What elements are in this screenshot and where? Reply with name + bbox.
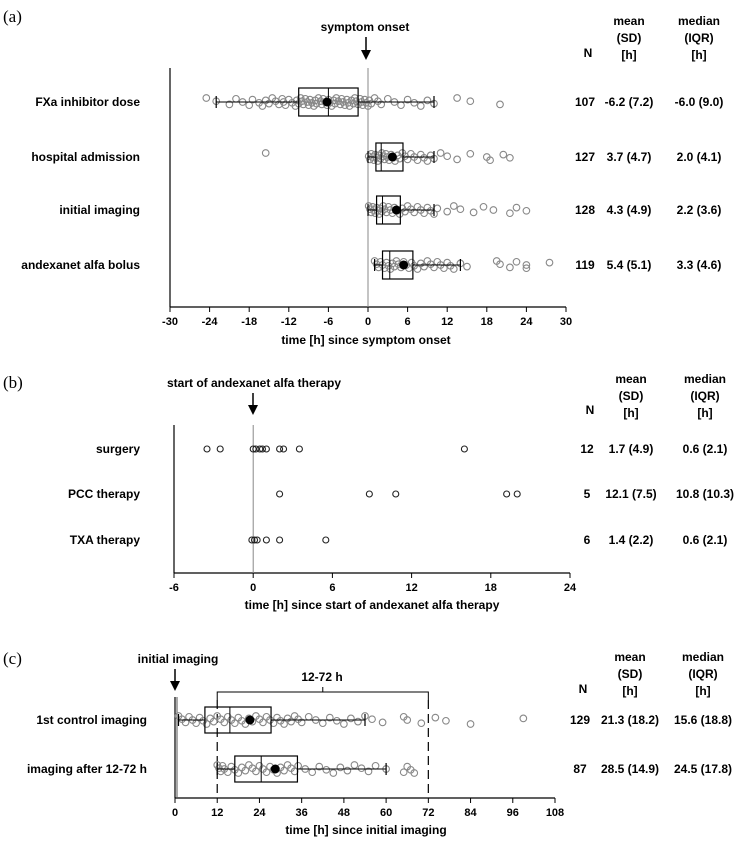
data-point — [411, 100, 418, 107]
panel-c-arrow — [170, 669, 180, 691]
panel-c-header-mean-1: mean — [614, 650, 646, 664]
data-point — [497, 101, 504, 108]
data-point — [351, 762, 358, 769]
row-n-value: 119 — [575, 258, 595, 272]
data-point — [504, 491, 510, 497]
data-point — [500, 151, 507, 158]
panel-b-header-mean-2: (SD) — [618, 389, 644, 403]
panel-b-header-median-2: (IQR) — [690, 389, 720, 403]
data-point — [451, 203, 458, 210]
data-point — [277, 491, 283, 497]
row-n-value: 87 — [573, 762, 587, 776]
row-mean-value: 1.4 (2.2) — [608, 533, 654, 547]
x-tick-label: -24 — [201, 316, 218, 328]
mean-marker — [271, 765, 280, 774]
row-median-value: 2.0 (4.1) — [676, 150, 722, 164]
data-point — [204, 446, 210, 452]
row-label: imaging after 12-72 h — [26, 762, 147, 776]
row-label: PCC therapy — [67, 487, 140, 501]
x-tick-label: 6 — [329, 582, 336, 594]
panel-b-annotation: start of andexanet alfa therapy — [166, 376, 342, 390]
data-point — [323, 537, 329, 543]
data-point — [461, 446, 467, 452]
x-tick-label: 0 — [171, 807, 179, 819]
data-point — [385, 96, 392, 103]
row-median-value: 15.6 (18.8) — [673, 713, 733, 727]
data-point — [457, 206, 464, 213]
data-point — [263, 446, 269, 452]
panel-b-xlabel: time [h] since start of andexanet alfa therapy — [244, 598, 500, 612]
row-median-value: 10.8 (10.3) — [675, 487, 735, 501]
x-tick-label: 84 — [464, 807, 477, 819]
row-median-value: -6.0 (9.0) — [674, 95, 724, 109]
panel-a-plot — [21, 68, 723, 328]
panel-a-label: (a) — [3, 7, 22, 26]
x-tick-label: 60 — [379, 807, 393, 819]
data-point — [344, 767, 351, 774]
panel-b-header-mean-3: [h] — [623, 406, 639, 420]
row-n-value: 129 — [569, 713, 591, 727]
panel-c-header-median-1: median — [681, 650, 725, 664]
panel-c-annotation: initial imaging — [137, 652, 219, 666]
x-tick-label: 24 — [563, 582, 577, 594]
panel-b-label: (b) — [3, 373, 23, 392]
x-tick-label: 96 — [506, 807, 519, 819]
panel-b — [3, 372, 734, 612]
data-point — [444, 208, 451, 215]
panel-a-header-mean-2: (SD) — [616, 31, 642, 45]
data-point — [348, 715, 355, 722]
panel-a-arrow — [361, 37, 371, 60]
data-point — [319, 720, 326, 727]
data-point — [454, 95, 461, 102]
row-mean-value: -6.2 (7.2) — [604, 95, 654, 109]
data-point — [437, 150, 444, 157]
mean-marker — [388, 153, 397, 162]
row-label: andexanet alfa bolus — [21, 258, 140, 272]
row-mean-value: 3.7 (4.7) — [606, 150, 652, 164]
x-tick-label: 12 — [441, 316, 454, 328]
x-tick-label: 36 — [295, 807, 308, 819]
data-point — [434, 205, 441, 212]
data-point — [520, 715, 527, 722]
data-point — [418, 720, 425, 727]
data-point — [398, 102, 405, 109]
data-point — [277, 537, 283, 543]
data-point — [372, 763, 379, 770]
row-mean-value: 5.4 (5.1) — [606, 258, 652, 272]
data-point — [334, 718, 341, 725]
row-n-value: 6 — [583, 533, 591, 547]
panel-b-header-median-1: median — [683, 372, 727, 386]
data-point — [480, 204, 487, 211]
row-label: surgery — [95, 442, 140, 456]
data-point — [424, 97, 431, 104]
data-point — [262, 150, 269, 157]
data-point — [470, 209, 477, 216]
panel-a-header-n: N — [583, 46, 593, 60]
mean-marker — [323, 98, 332, 107]
row-median-value: 24.5 (17.8) — [673, 762, 733, 776]
row-median-value: 0.6 (2.1) — [682, 533, 728, 547]
window-bracket — [217, 687, 428, 700]
row-median-value: 3.3 (4.6) — [676, 258, 722, 272]
panel-a-header-mean-3: [h] — [621, 48, 637, 62]
x-tick-label: 0 — [250, 582, 257, 594]
x-tick-label: 24 — [253, 807, 266, 819]
x-tick-label: 18 — [480, 316, 493, 328]
data-point — [217, 446, 223, 452]
mean-marker — [392, 206, 401, 215]
data-point — [263, 537, 269, 543]
x-tick-label: 30 — [559, 316, 573, 328]
data-point — [330, 770, 337, 777]
panel-c-xlabel: time [h] since initial imaging — [285, 823, 447, 837]
data-point — [444, 153, 451, 160]
data-point — [418, 103, 425, 110]
data-point — [366, 491, 372, 497]
data-point — [443, 718, 450, 725]
row-label: 1st control imaging — [36, 713, 147, 727]
panel-b-arrow — [248, 393, 258, 415]
data-point — [513, 204, 520, 211]
row-mean-value: 4.3 (4.9) — [606, 203, 652, 217]
row-mean-value: 12.1 (7.5) — [605, 487, 657, 501]
x-tick-label: 72 — [422, 807, 435, 819]
x-tick-label: 12 — [211, 807, 224, 819]
x-tick-label: -18 — [241, 316, 258, 328]
data-point — [546, 259, 553, 266]
row-mean-value: 21.3 (18.2) — [600, 713, 660, 727]
panel-c-plot — [27, 687, 732, 819]
row-n-value: 5 — [583, 487, 591, 501]
data-point — [467, 721, 474, 728]
data-point — [507, 210, 514, 217]
row-label: hospital admission — [31, 150, 140, 164]
data-point — [379, 719, 386, 726]
data-point — [296, 446, 302, 452]
row-n-value: 128 — [574, 203, 596, 217]
data-point — [355, 718, 362, 725]
row-mean-value: 28.5 (14.9) — [600, 762, 660, 776]
data-point — [464, 263, 471, 270]
panel-a-annotation: symptom onset — [320, 20, 410, 34]
row-mean-value: 1.7 (4.9) — [608, 442, 654, 456]
data-point — [467, 151, 474, 158]
panel-b-header-median-3: [h] — [697, 406, 713, 420]
data-point — [369, 716, 376, 723]
data-point — [233, 96, 240, 103]
data-point — [358, 765, 365, 772]
data-point — [507, 155, 514, 162]
row-n-value: 107 — [574, 95, 596, 109]
x-tick-label: -30 — [162, 316, 178, 328]
row-median-value: 2.2 (3.6) — [676, 203, 722, 217]
panel-a-header-mean-1: mean — [613, 14, 645, 28]
panel-c-header-median-3: [h] — [695, 684, 711, 698]
data-point — [337, 764, 344, 771]
data-point — [432, 714, 439, 721]
x-tick-label: 24 — [520, 316, 533, 328]
x-tick-label: 18 — [484, 582, 497, 594]
panel-c-header-median-2: (IQR) — [688, 667, 718, 681]
panel-a-header-median-1: median — [677, 14, 721, 28]
x-tick-label: -12 — [280, 316, 297, 328]
data-point — [490, 207, 497, 214]
row-label: FXa inhibitor dose — [35, 95, 140, 109]
row-n-value: 127 — [574, 150, 596, 164]
panel-c — [3, 649, 732, 837]
x-tick-label: 12 — [405, 582, 418, 594]
row-label: TXA therapy — [69, 533, 140, 547]
x-tick-label: 108 — [545, 807, 565, 819]
panel-c-header-mean-2: (SD) — [617, 667, 643, 681]
data-point — [467, 98, 474, 105]
data-point — [203, 95, 210, 102]
row-label: initial imaging — [59, 203, 140, 217]
panel-b-header-mean-1: mean — [615, 372, 647, 386]
panel-a-xlabel: time [h] since symptom onset — [281, 333, 451, 347]
panel-a-header-median-3: [h] — [691, 48, 707, 62]
panel-b-header-n: N — [585, 403, 595, 417]
data-point — [513, 259, 520, 266]
mean-marker — [399, 261, 408, 270]
panel-c-label: (c) — [3, 649, 22, 668]
panel-b-plot — [68, 425, 734, 594]
data-point — [281, 446, 287, 452]
x-tick-label: 0 — [364, 316, 372, 328]
data-point — [323, 767, 330, 774]
data-point — [309, 769, 316, 776]
panel-c-header-mean-3: [h] — [622, 684, 638, 698]
x-tick-label: 6 — [404, 316, 411, 328]
panel-a — [3, 7, 723, 347]
x-tick-label: 48 — [337, 807, 351, 819]
data-point — [341, 721, 348, 728]
data-point — [393, 491, 399, 497]
data-point — [507, 264, 514, 271]
data-point — [295, 763, 302, 770]
row-median-value: 0.6 (2.1) — [682, 442, 728, 456]
panel-c-bracket-label: 12-72 h — [301, 670, 343, 684]
panel-c-header-n: N — [578, 682, 588, 696]
panel-a-header-median-2: (IQR) — [684, 31, 714, 45]
mean-marker — [245, 716, 254, 725]
row-n-value: 12 — [580, 442, 594, 456]
data-point — [454, 156, 461, 163]
x-tick-label: -6 — [323, 316, 334, 328]
data-point — [523, 208, 530, 215]
data-point — [514, 491, 520, 497]
x-tick-label: -6 — [169, 582, 179, 594]
data-point — [305, 714, 312, 721]
